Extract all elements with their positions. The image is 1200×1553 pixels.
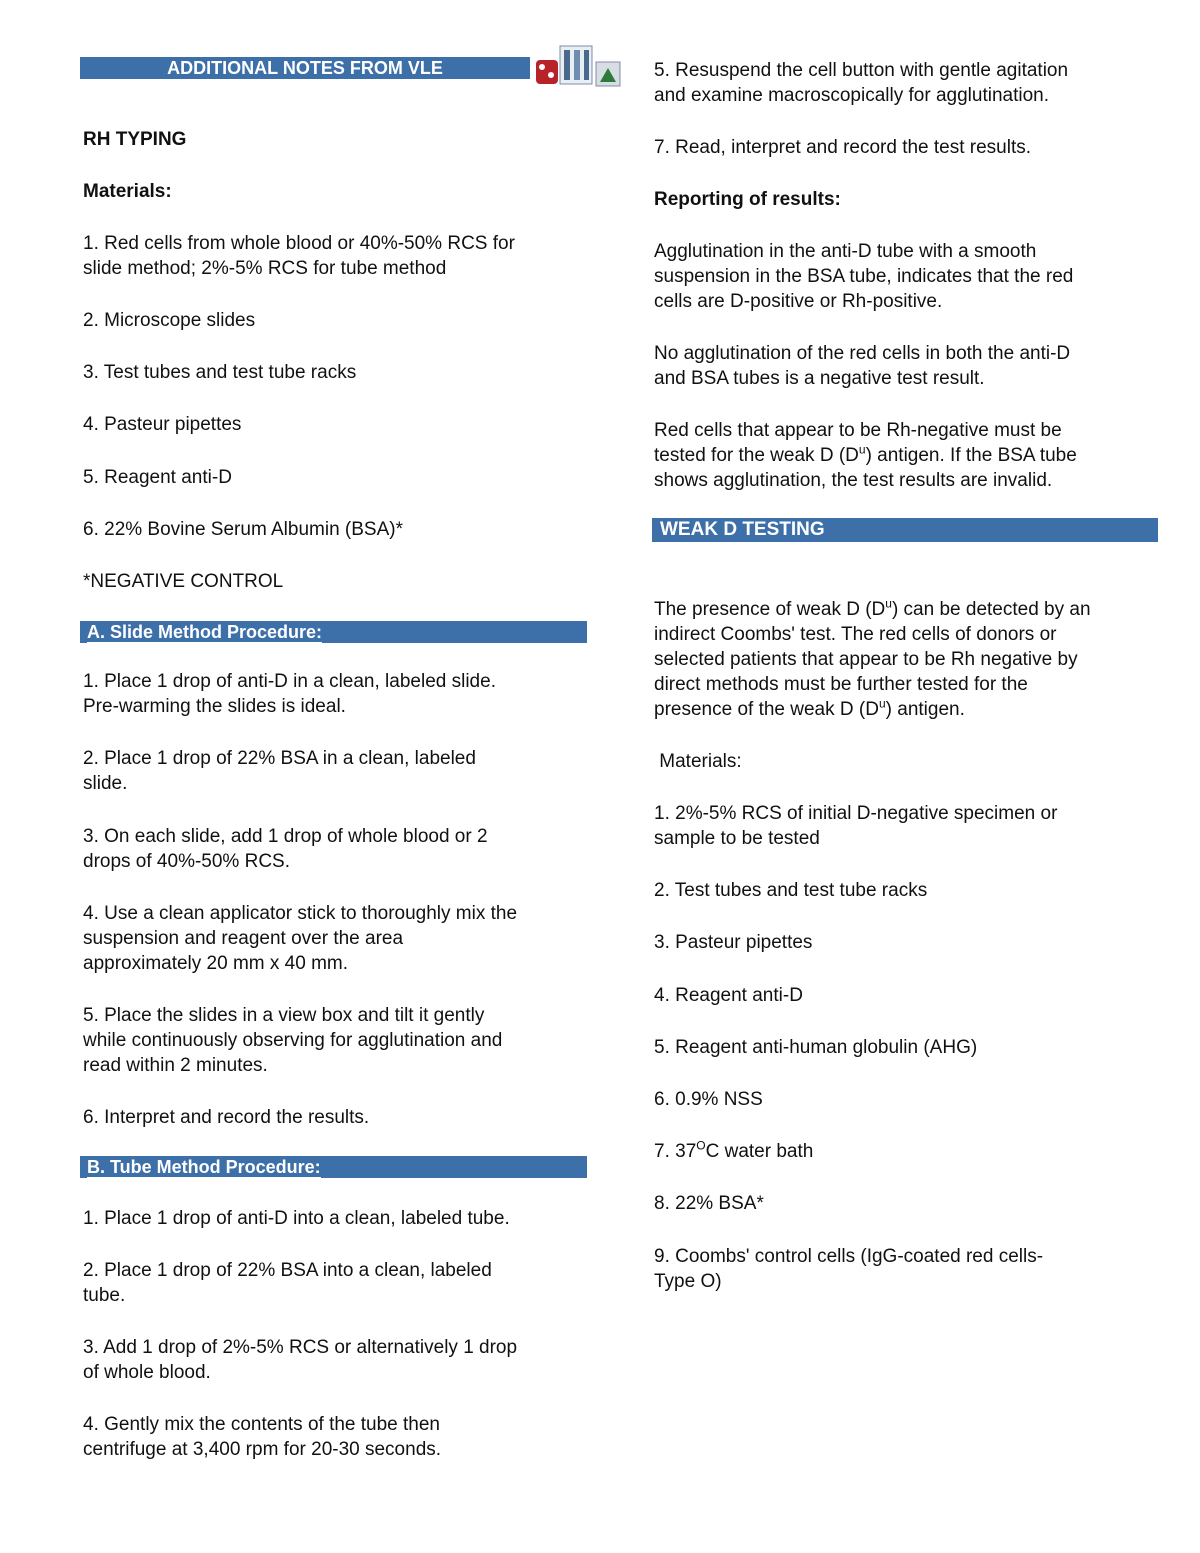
slide-step-line: 6. Interpret and record the results. xyxy=(83,1107,370,1128)
tube-step-line: 1. Place 1 drop of anti-D into a clean, labeled tube. xyxy=(83,1208,510,1229)
materials-heading: Materials: xyxy=(83,181,172,202)
tube-step-line: and examine macroscopically for agglutination. xyxy=(654,85,1049,106)
superscript: O xyxy=(696,1138,706,1153)
material-line: 4. Pasteur pipettes xyxy=(83,414,242,435)
tube-step-line: 7. Read, interpret and record the test results. xyxy=(654,137,1032,158)
slide-step-line: read within 2 minutes. xyxy=(83,1055,268,1076)
material-line: 2. Microscope slides xyxy=(83,310,256,331)
tube-step-line: centrifuge at 3,400 rpm for 20-30 seconds. xyxy=(83,1439,442,1460)
tube-step-line: 3. Add 1 drop of 2%-5% RCS or alternatively 1 drop xyxy=(83,1337,518,1358)
material-line: 3. Test tubes and test tube racks xyxy=(83,362,357,383)
reporting-line: and BSA tubes is a negative test result. xyxy=(654,368,985,389)
weak-d-heading: WEAK D TESTING xyxy=(652,518,1158,542)
superscript: u xyxy=(885,596,892,611)
slide-step-line: Pre-warming the slides is ideal. xyxy=(83,696,346,717)
material-line: 6. 22% Bovine Serum Albumin (BSA)* xyxy=(83,519,403,540)
header-banner: ADDITIONAL NOTES FROM VLE xyxy=(80,57,530,79)
negative-control-note: *NEGATIVE CONTROL xyxy=(83,571,284,592)
tube-step-line: 4. Gently mix the contents of the tube then xyxy=(83,1414,440,1435)
weak-material-line: 9. Coombs' control cells (IgG-coated red cells- xyxy=(654,1246,1044,1267)
material-line: 1. Red cells from whole blood or 40%-50% RCS for xyxy=(83,233,515,254)
slide-step-line: drops of 40%-50% RCS. xyxy=(83,851,290,872)
weak-material-line: 3. Pasteur pipettes xyxy=(654,932,813,953)
page-title: RH TYPING xyxy=(83,129,187,150)
reporting-line: tested for the weak D $(D^u)$ antigen. If the BSA tube xyxy=(654,442,1077,466)
reporting-line: Red cells that appear to be Rh-negative must be xyxy=(654,420,1062,441)
weak-material-line: 8. 22% BSA* xyxy=(654,1193,764,1214)
weak-intro-line: selected patients that appear to be Rh negative by xyxy=(654,649,1078,670)
tube-step-line: of whole blood. xyxy=(83,1362,211,1383)
weak-material-line: 4. Reagent anti-D xyxy=(654,985,803,1006)
slide-step-line: 4. Use a clean applicator stick to thoroughly mix the xyxy=(83,903,518,924)
material-line: 5. Reagent anti-D xyxy=(83,467,232,488)
reporting-heading: Reporting of results: xyxy=(654,189,841,210)
slide-step-line: while continuously observing for agglutination and xyxy=(83,1030,503,1051)
weak-materials-heading: Materials: xyxy=(654,751,742,772)
slide-step-line: 5. Place the slides in a view box and tilt it gently xyxy=(83,1005,485,1026)
slide-step-line: 1. Place 1 drop of anti-D in a clean, labeled slide. xyxy=(83,671,496,692)
slide-step-line: approximately 20 mm x 40 mm. xyxy=(83,953,349,974)
material-line: slide method; 2%-5% RCS for tube method xyxy=(83,258,447,279)
slide-step-line: slide. xyxy=(83,773,128,794)
tube-step-line: tube. xyxy=(83,1285,126,1306)
weak-material-line: 6. 0.9% NSS xyxy=(654,1089,763,1110)
logo-icon xyxy=(530,42,626,90)
weak-intro-line: direct methods must be further tested for the xyxy=(654,674,1028,695)
weak-material-line: 2. Test tubes and test tube racks xyxy=(654,880,928,901)
slide-step-line: 3. On each slide, add 1 drop of whole blood or 2 xyxy=(83,826,488,847)
weak-intro-line: indirect Coombs' test. The red cells of donors or xyxy=(654,624,1057,645)
reporting-line: cells are D-positive or Rh-positive. xyxy=(654,291,943,312)
superscript: u xyxy=(858,442,866,457)
weak-material-line: sample to be tested xyxy=(654,828,820,849)
slide-method-heading: A. Slide Method Procedure: xyxy=(80,621,587,643)
tube-step-line: 2. Place 1 drop of 22% BSA into a clean, labeled xyxy=(83,1260,492,1281)
reporting-line: suspension in the BSA tube, indicates that the red xyxy=(654,266,1074,287)
weak-material-line: 1. 2%-5% RCS of initial D-negative specimen or xyxy=(654,803,1058,824)
tube-step-line: 5. Resuspend the cell button with gentle agitation xyxy=(654,60,1069,81)
weak-intro-line: The presence of weak D $(D^u)$ can be detected by an xyxy=(654,596,1091,620)
reporting-line: No agglutination of the red cells in both the anti-D xyxy=(654,343,1071,364)
slide-step-line: 2. Place 1 drop of 22% BSA in a clean, labeled xyxy=(83,748,476,769)
reporting-line: Agglutination in the anti-D tube with a smooth xyxy=(654,241,1037,262)
weak-material-line: 5. Reagent anti-human globulin (AHG) xyxy=(654,1037,978,1058)
superscript: u xyxy=(878,696,886,711)
reporting-line: shows agglutination, the test results are invalid. xyxy=(654,470,1053,491)
tube-method-heading: B. Tube Method Procedure: xyxy=(80,1156,587,1178)
slide-step-line: suspension and reagent over the area xyxy=(83,928,404,949)
weak-material-line: 7. $37^OC$ water bath xyxy=(654,1138,814,1162)
weak-material-line: Type O) xyxy=(654,1271,722,1292)
weak-intro-line: presence of the weak D $(D^u)$ antigen. xyxy=(654,696,965,720)
